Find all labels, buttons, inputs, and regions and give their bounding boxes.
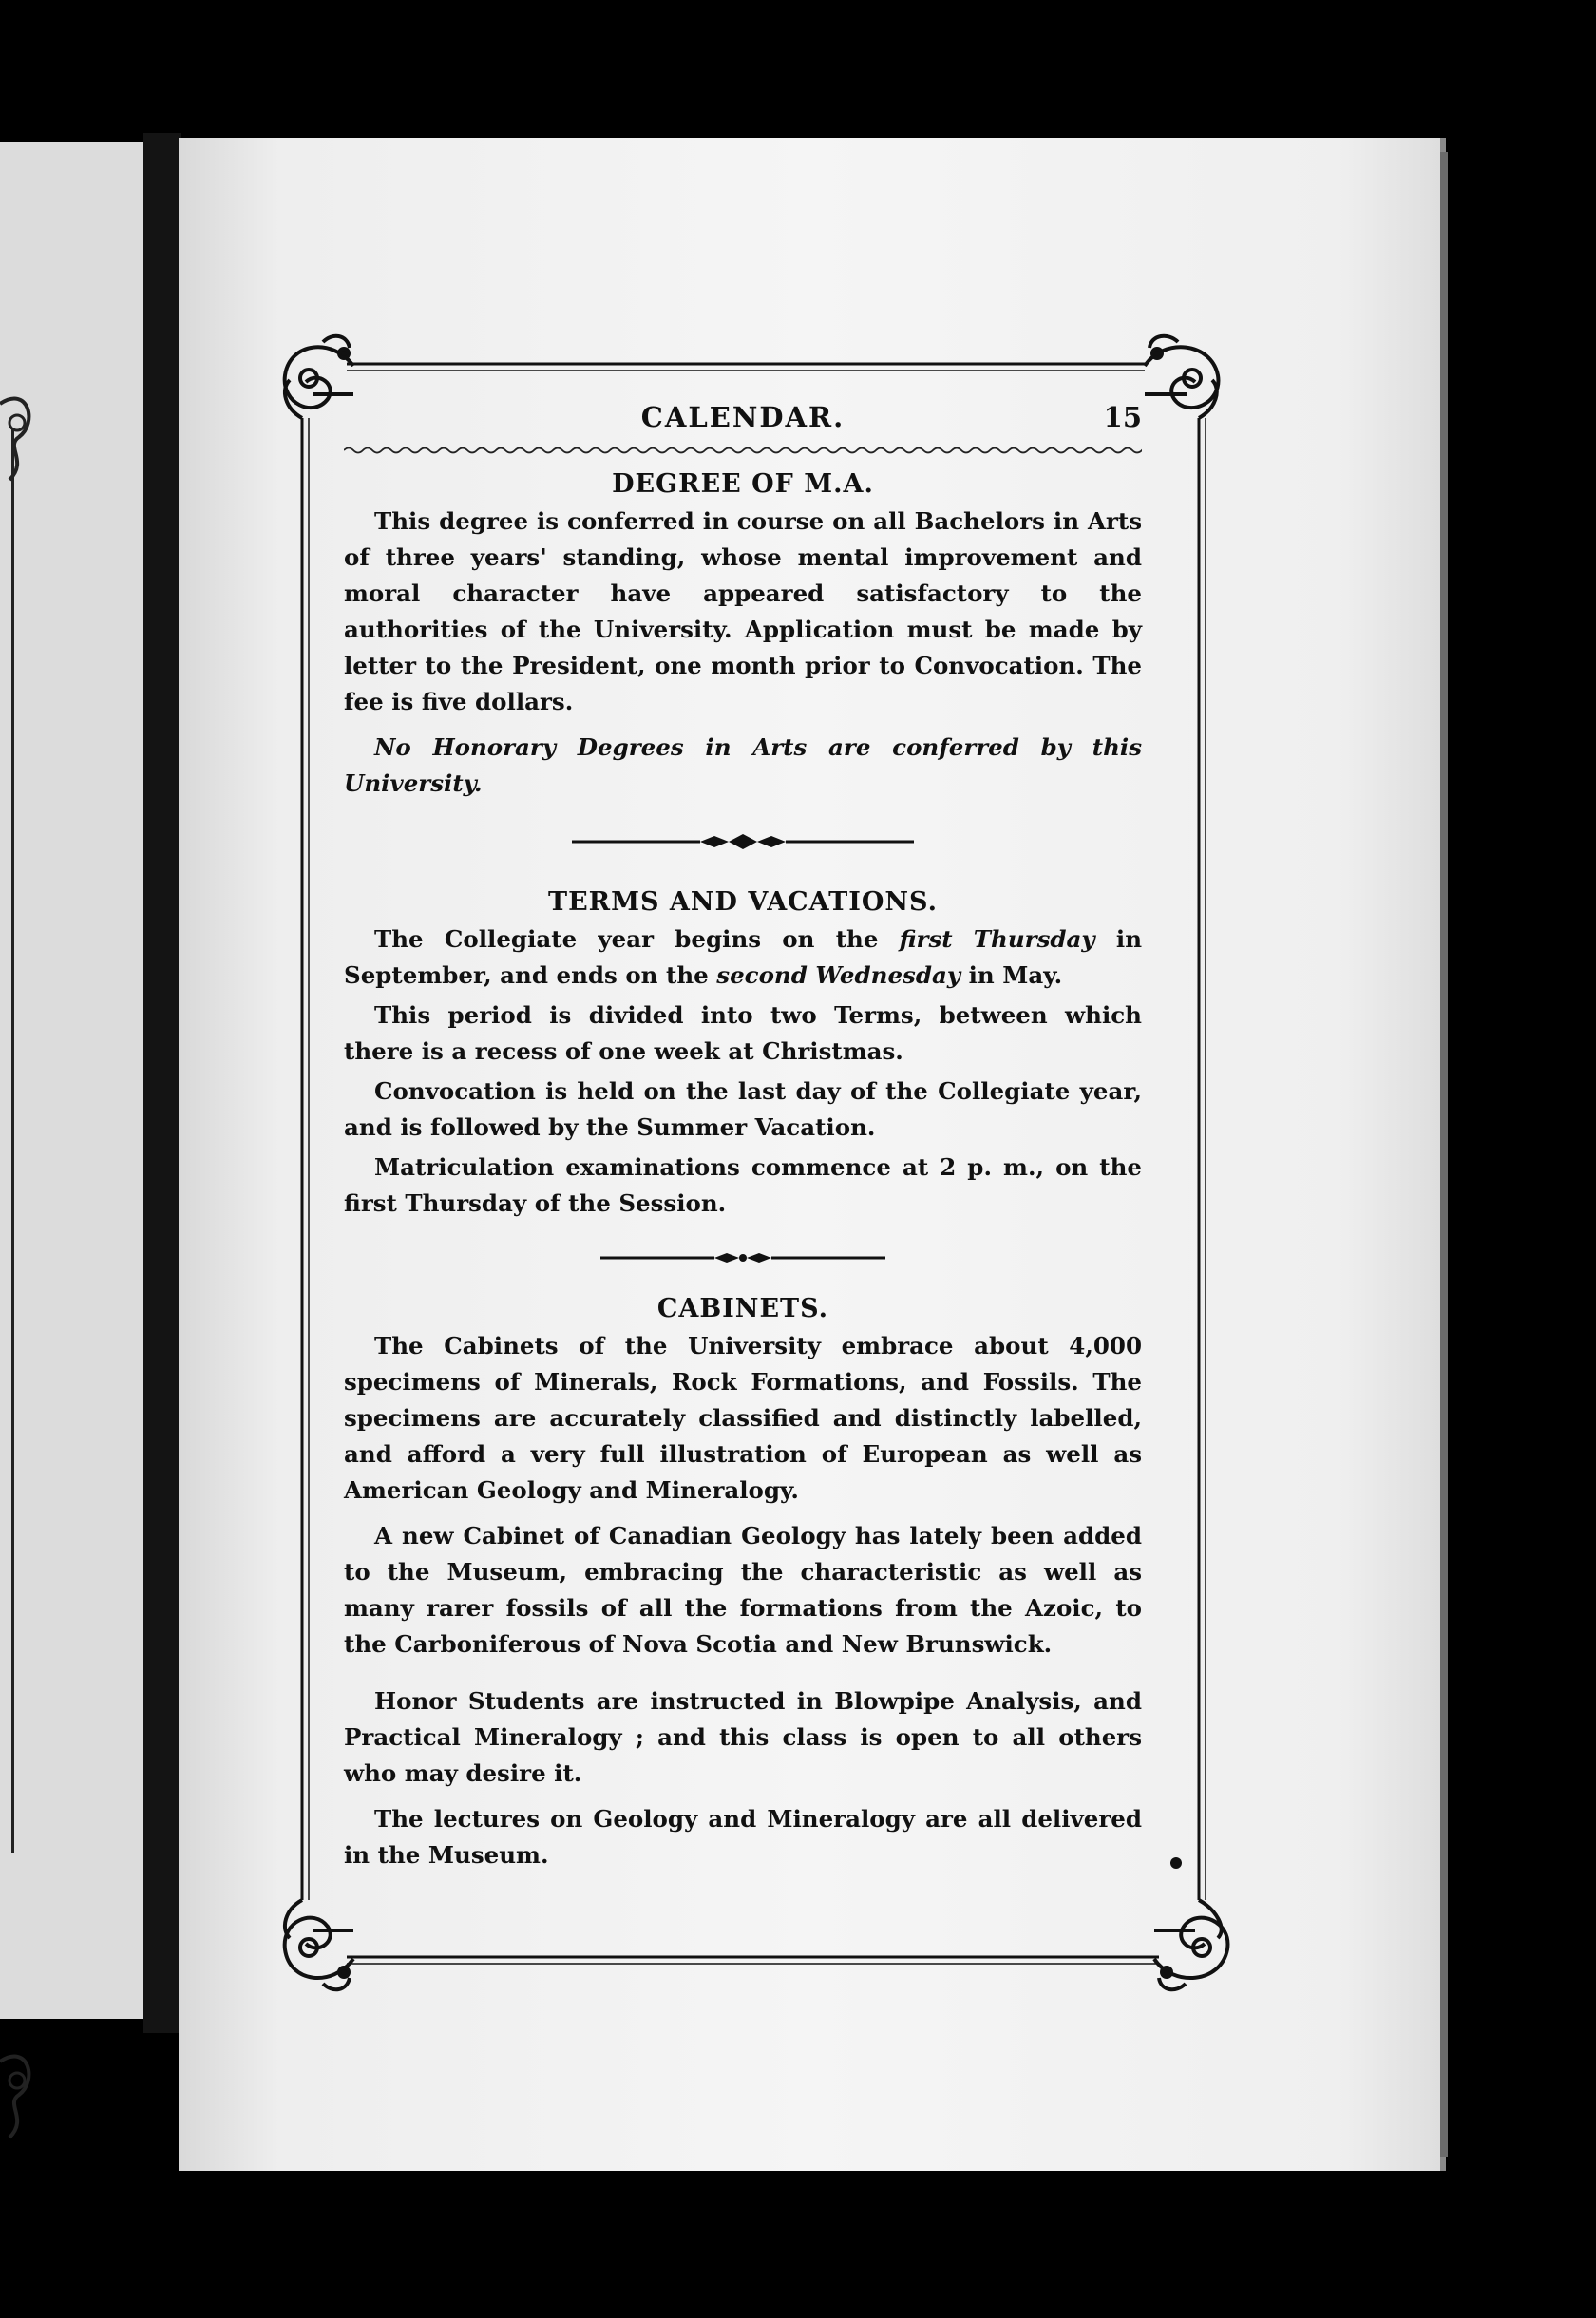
- running-title: CALENDAR.: [640, 401, 846, 433]
- wavy-rule: [344, 445, 1142, 456]
- degree-paragraph: This degree is conferred in course on all Bachelors in Arts of three years' standing, whose mental improvement and moral character have appeared satisfactory to the authorities of the University. Application must be made by letter to the President, one month prior to Convocation. The fee is five dollars.: [344, 507, 1142, 715]
- facing-page-ornament-top: [0, 347, 48, 594]
- degree-note: No Honorary Degrees in Arts are conferred by this University.: [344, 733, 1142, 797]
- section-degree-ma: [344, 466, 1142, 802]
- cabinets-paragraph-2: A new Cabinet of Canadian Geology has lately been added to the Museum, embracing the characteristic as well as many rarer fossils of all the formations from the Azoic, to the Carboniferous of Nova Scotia and New Brunswick.: [344, 1522, 1142, 1658]
- section-heading-terms: TERMS AND VACATIONS.: [548, 887, 938, 917]
- section-heading-cabinets: CABINETS.: [656, 1294, 829, 1323]
- section-terms-vacations: [344, 884, 1142, 1222]
- cabinets-paragraph-3: Honor Students are instructed in Blowpipe Analysis, and Practical Mineralogy ; and this class is open to all others who may desire it.: [344, 1687, 1142, 1787]
- section-divider-2: [600, 1239, 885, 1277]
- running-head: [344, 399, 1142, 439]
- terms-paragraph-1: The Collegiate year begins on the first Thursday in September, and ends on the second Wednesday in May.: [344, 925, 1143, 989]
- cabinets-paragraph-1: The Cabinets of the University embrace about 4,000 specimens of Minerals, Rock Formations, and Fossils. The specimens are accurately classified and distinctly labelled, and afford a very full illustration of European as well as American Geology and Mineralogy.: [344, 1332, 1142, 1504]
- book-gutter: [142, 133, 180, 2033]
- page-number: 15: [1103, 401, 1142, 433]
- facing-page-ornament-bottom: [0, 1900, 48, 2166]
- cabinets-paragraph-4: The lectures on Geology and Mineralogy are all delivered in the Museum.: [344, 1805, 1142, 1869]
- stray-ink-dot: [1170, 1857, 1182, 1869]
- facing-page-border-rule: [11, 428, 14, 1852]
- section-heading-degree: DEGREE OF M.A.: [612, 469, 874, 499]
- page-edge-shadow: [1440, 152, 1448, 2156]
- section-cabinets: [344, 1290, 1142, 1873]
- facing-page-edge: [0, 142, 148, 2019]
- terms-paragraph-3: Convocation is held on the last day of the Collegiate year, and is followed by the Summer Vacation.: [344, 1077, 1142, 1141]
- terms-paragraph-2: This period is divided into two Terms, between which there is a recess of one week at Christmas.: [344, 1001, 1142, 1065]
- terms-paragraph-4: Matriculation examinations commence at 2 p. m., on the first Thursday of the Session.: [344, 1153, 1142, 1217]
- page-content: [344, 399, 1142, 1873]
- section-divider-1: [572, 823, 914, 861]
